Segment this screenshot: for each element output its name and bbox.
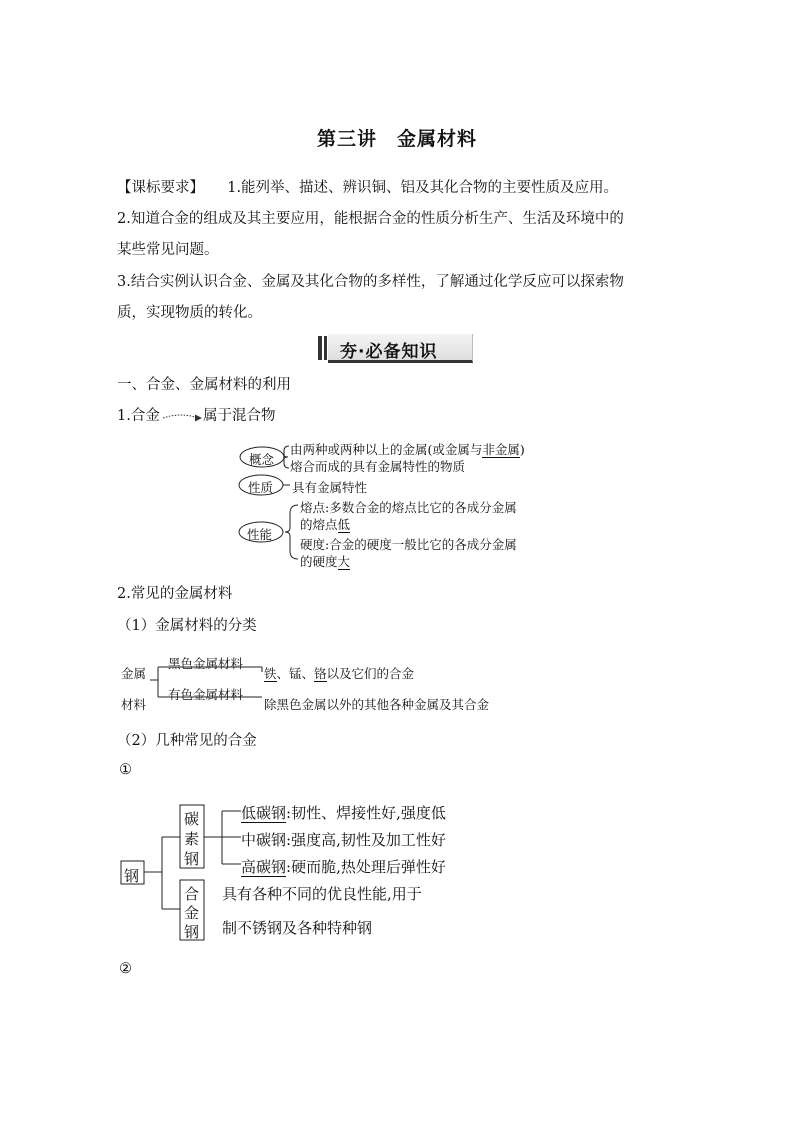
marker-1: ① [119,762,132,778]
concept-label: 概念 [249,452,275,467]
metal-materials-label-2: 材料 [121,697,147,712]
melting-answer: 低 [337,517,351,532]
alloy-steel-box [180,880,204,940]
property-ellipse [239,475,283,495]
concept-text-line-1: 由两种或两种以上的金属(或金属与非金属) [290,442,525,457]
requirement-item-2-line-1: 2.知道合金的组成及其主要应用，能根据合金的性质分析生产、生活及环境中的 [117,211,624,227]
performance-label: 性能 [247,527,273,542]
melting-line-1: 熔点:多数合金的熔点比它的各成分金属 [300,500,517,515]
iron-answer: 铁 [264,666,277,681]
carbon-steel-char-3: 钢 [184,850,200,868]
alloy-steel-text-line-1: 具有各种不同的优良性能,用于 [222,885,422,903]
requirements-label: 【课标要求】 [117,180,204,196]
banner-text: 夯·必备知识 [340,342,438,362]
marker-2: ② [119,961,132,977]
hardness-answer: 大 [337,554,351,569]
concept-brace [284,446,289,468]
materials-bracket [150,667,262,697]
alloy-arrow [163,415,198,418]
section1-heading: 一、合金、金属材料的利用 [117,377,291,393]
nonferrous-text: 除黑色金属以外的其他各种金属及其合金 [264,697,490,712]
mid-carbon-label: 中碳钢 [241,831,287,849]
steel-root-box [121,861,144,884]
ferrous-label: 黑色金属材料 [168,656,244,671]
low-carbon-steel: 低碳钢:韧性、焊接性好,强度低 [241,804,446,822]
requirement-item-3-line-1: 3.结合实例认识合金、金属及其化合物的多样性，了解通过化学反应可以探索物 [117,274,624,290]
alloy-steel-char-2: 金 [184,904,200,922]
nonferrous-label: 有色金属材料 [168,687,244,702]
steel-root: 钢 [124,867,140,885]
property-label: 性质 [248,480,274,495]
alloy-steel-char-3: 钢 [184,923,200,941]
property-text: 具有金属特性 [292,480,368,495]
alloy-note: 属于混合物 [203,408,276,424]
high-carbon-steel: 高碳钢:硬而脆,热处理后弹性好 [241,858,446,876]
carbon-tree-lines [204,811,241,864]
hardness-line-2: 的硬度大 [300,554,351,569]
alloy-steel-char-1: 合 [184,885,200,903]
section2-heading: 2.常见的金属材料 [117,586,233,602]
carbon-steel-char-1: 碳 [184,810,200,828]
performance-ellipse [239,522,283,542]
carbon-steel-box [180,805,204,868]
carbon-steel-char-2: 素 [184,830,200,848]
requirement-item-2-line-2: 某些常见问题。 [117,242,219,258]
melting-line-2: 的熔点低 [300,517,351,532]
ferrous-text: 铁、锰、铬以及它们的合金 [264,666,415,681]
high-carbon-label: 高碳钢 [241,858,287,876]
concept-text-line-2: 熔合而成的具有金属特性的物质 [290,459,466,474]
steel-tree-lines [144,837,180,909]
requirement-item-3-line-2: 质，实现物质的转化。 [117,305,262,321]
mid-carbon-steel: 中碳钢:强度高,韧性及加工性好 [241,831,446,849]
concept-ellipse [240,447,284,467]
chromium-answer: 铬 [314,666,327,681]
subsection-2: （2）几种常见的合金 [117,733,257,749]
page-title: 第三讲 金属材料 [316,128,477,150]
performance-brace [285,505,298,559]
alloy-steel-text-line-2: 制不锈钢及各种特种钢 [222,919,373,937]
nonmetal-answer: 非金属 [482,442,520,457]
alloy-arrow-head [195,415,202,422]
alloy-label: 1.合金 [117,408,160,424]
metal-materials-label-1: 金属 [121,666,147,681]
low-carbon-label: 低碳钢 [241,804,287,822]
hardness-line-1: 硬度:合金的硬度一般比它的各成分金属 [300,537,517,552]
requirement-item-1: 1.能列举、描述、辨识铜、铝及其化合物的主要性质及应用。 [227,180,619,196]
subsection-1: （1）金属材料的分类 [117,618,257,634]
